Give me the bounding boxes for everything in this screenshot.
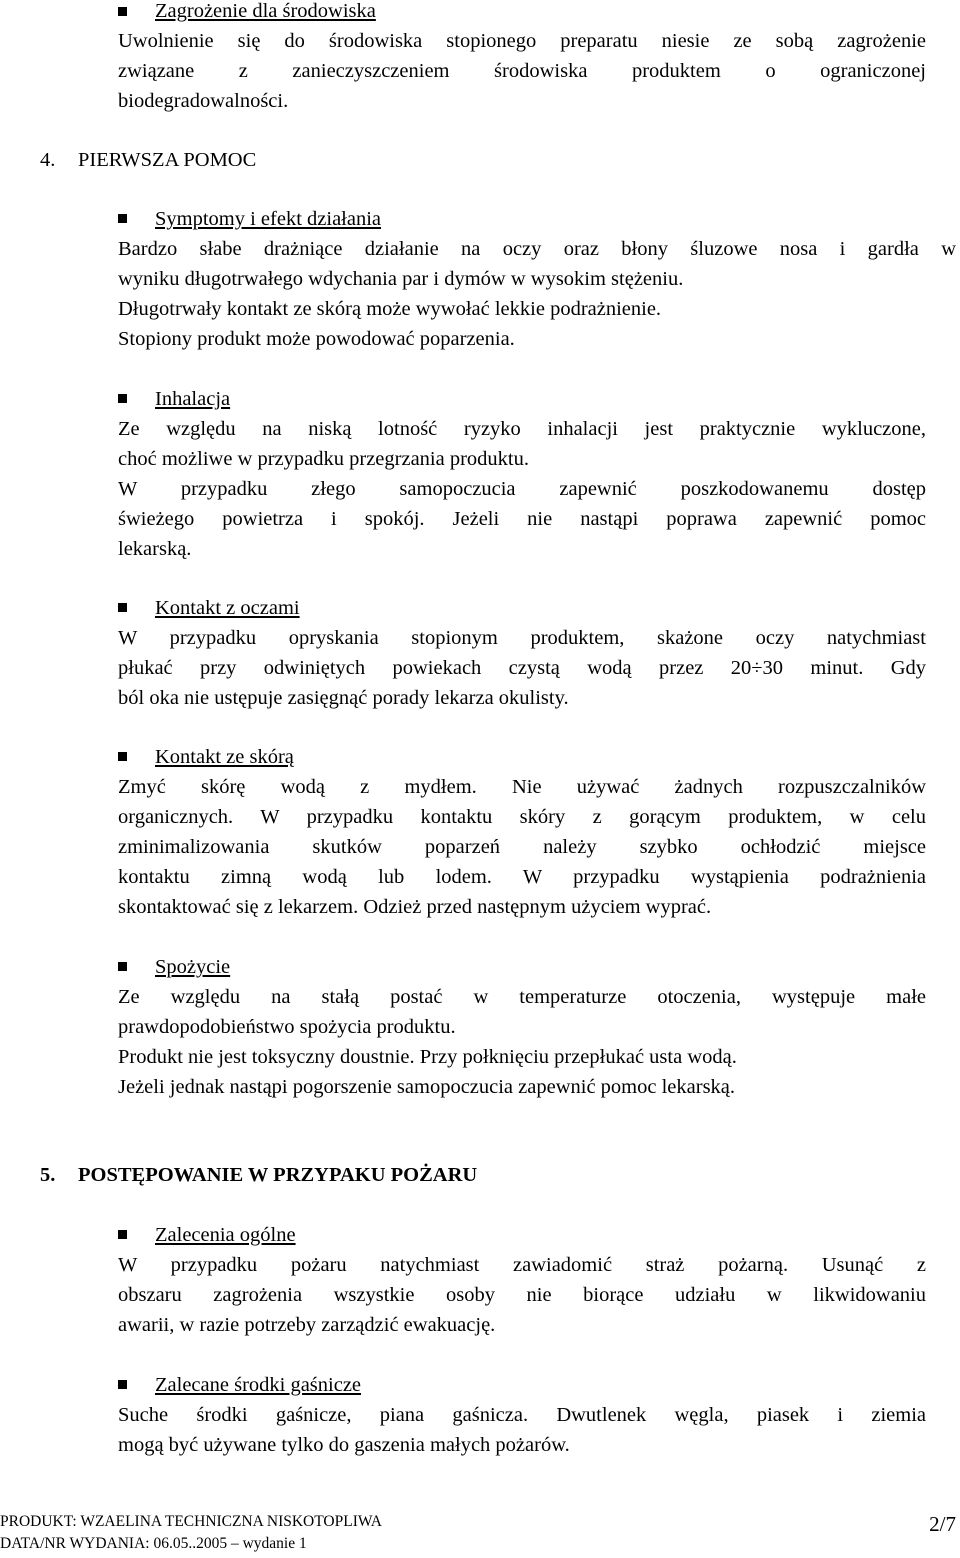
subheading-kontakt-oczy: Kontakt z oczami xyxy=(155,597,300,619)
paragraph-line: W przypadku złego samopoczucia zapewnić poszkodowanemu dostęp xyxy=(118,478,926,500)
paragraph-line: choć możliwe w przypadku przegrzania produktu. xyxy=(118,448,529,470)
subheading-zalecenia: Zalecenia ogólne xyxy=(155,1224,296,1246)
paragraph-line: Ze względu na niską lotność ryzyko inhalacji jest praktycznie wykluczone, xyxy=(118,418,926,440)
paragraph-line: lekarską. xyxy=(118,538,192,560)
paragraph-line: związane z zanieczyszczeniem środowiska produktem o ograniczonej xyxy=(118,60,926,82)
subheading-zagrozenie: Zagrożenie dla środowiska xyxy=(155,0,376,22)
paragraph-line: Ze względu na stałą postać w temperaturze otoczenia, występuje małe xyxy=(118,986,926,1008)
subheading-inhalacja: Inhalacja xyxy=(155,388,231,410)
paragraph-line: Długotrwały kontakt ze skórą może wywołać lekkie podrażnienie. xyxy=(118,298,662,320)
paragraph-line: kontaktu zimną wodą lub lodem. W przypadku wystąpienia podrażnienia xyxy=(118,866,926,888)
paragraph-line: obszaru zagrożenia wszystkie osoby nie biorące udziału w likwidowaniu xyxy=(118,1284,926,1306)
paragraph-line: Jeżeli jednak nastąpi pogorszenie samopoczucia zapewnić pomoc lekarską. xyxy=(118,1076,736,1098)
paragraph-line: prawdopodobieństwo spożycia produktu. xyxy=(118,1016,456,1038)
paragraph-line: Zmyć skórę wodą z mydłem. Nie używać żadnych rozpuszczalników xyxy=(118,776,926,798)
footer-edition: wydanie 1 xyxy=(242,1535,307,1552)
paragraph-line: płukać przy odwiniętych powiekach czystą wodą przez 20÷30 minut. Gdy xyxy=(118,657,926,679)
bullet-icon xyxy=(118,603,127,612)
paragraph-line: Bardzo słabe drażniące działanie na oczy oraz błony śluzowe nosa i gardła w xyxy=(118,238,956,260)
paragraph-line: zminimalizowania skutków poparzeń należy szybko ochłodzić miejsce xyxy=(118,836,926,858)
paragraph-line: wyniku długotrwałego wdychania par i dymów w wysokim stężeniu. xyxy=(118,268,684,290)
bullet-icon xyxy=(118,962,127,971)
paragraph-line: ból oka nie ustępuje zasięgnąć porady lekarza okulisty. xyxy=(118,687,569,709)
section-number: 4. xyxy=(40,149,56,171)
paragraph-line: awarii, w razie potrzeby zarządzić ewakuację. xyxy=(118,1314,496,1336)
footer-product: PRODUKT: WZAELINA TECHNICZNA NISKOTOPLIWA xyxy=(0,1513,382,1530)
footer-date-text: DATA/NR WYDANIA: 06.05..2005 – xyxy=(0,1535,243,1552)
paragraph-line: organicznych. W przypadku kontaktu skóry z gorącym produktem, w celu xyxy=(118,806,926,828)
section-title: PIERWSZA POMOC xyxy=(78,149,257,171)
paragraph-line: Suche środki gaśnicze, piana gaśnicza. Dwutlenek węgla, piasek i ziemia xyxy=(118,1404,926,1426)
bullet-icon xyxy=(118,214,127,223)
paragraph-line: Stopiony produkt może powodować poparzenia. xyxy=(118,328,515,350)
footer-date xyxy=(0,1534,307,1554)
bullet-icon xyxy=(118,752,127,761)
paragraph-line: W przypadku pożaru natychmiast zawiadomić straż pożarną. Usunąć z xyxy=(118,1254,926,1276)
paragraph-line: Produkt nie jest toksyczny doustnie. Przy połknięciu przepłukać usta wodą. xyxy=(118,1046,737,1068)
subheading-symptomy: Symptomy i efekt działania xyxy=(155,208,382,230)
paragraph-line: skontaktować się z lekarzem. Odzież przed następnym użyciem wyprać. xyxy=(118,896,712,918)
paragraph-line: Uwolnienie się do środowiska stopionego preparatu niesie ze sobą zagrożenie xyxy=(118,30,926,52)
section-number: 5. xyxy=(40,1164,56,1186)
paragraph-line: W przypadku opryskania stopionym produktem, skażone oczy natychmiast xyxy=(118,627,926,649)
bullet-icon xyxy=(118,1380,127,1389)
bullet-icon xyxy=(118,7,127,16)
bullet-icon xyxy=(118,1230,127,1239)
subheading-srodki-gasnicze: Zalecane środki gaśnicze xyxy=(155,1374,362,1396)
paragraph-line: mogą być używane tylko do gaszenia małych pożarów. xyxy=(118,1434,570,1456)
paragraph-line: świeżego powietrza i spokój. Jeżeli nie nastąpi poprawa zapewnić pomoc xyxy=(118,508,926,530)
bullet-icon xyxy=(118,394,127,403)
section-title: POSTĘPOWANIE W PRZYPAKU POŻARU xyxy=(78,1164,478,1186)
paragraph-line: biodegradowalności. xyxy=(118,90,289,112)
subheading-spozycie: Spożycie xyxy=(155,956,231,978)
page-number: 2/7 xyxy=(929,1512,956,1536)
subheading-kontakt-skora: Kontakt ze skórą xyxy=(155,746,294,768)
